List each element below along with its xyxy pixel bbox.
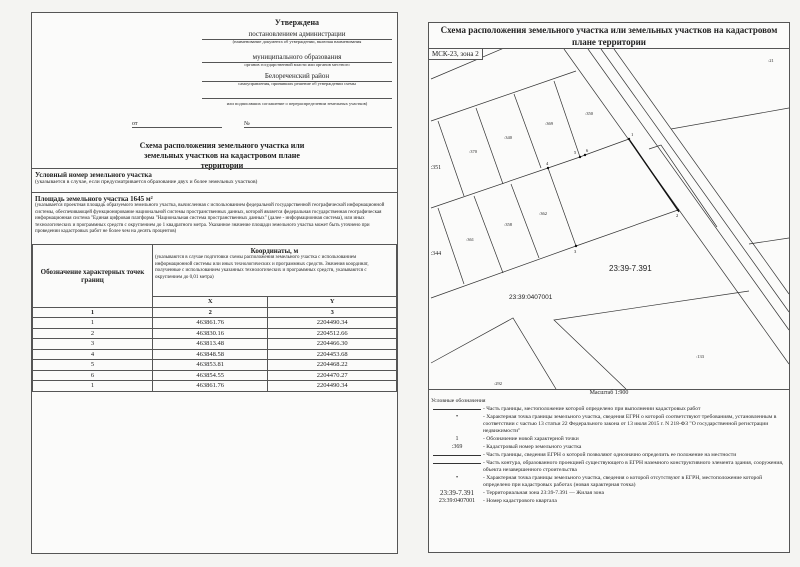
approval-note-1: (наименование документа об утверждении, включая наименования (232, 39, 362, 44)
cadastral-map (429, 49, 789, 389)
table-cell: 463830.16 (153, 328, 268, 339)
parcel-label: :133 (696, 354, 705, 359)
table-row (33, 360, 397, 371)
legend-text: - Кадастровый номер земельного участка (483, 444, 582, 450)
table-cell: 463854.55 (153, 370, 268, 381)
conditional-number-label: Условный номер земельного участка (35, 171, 152, 179)
map-scale: Масштаб 1:900 (429, 389, 789, 396)
table-cell: 463848.58 (153, 349, 268, 360)
table-cell: 1 (33, 381, 153, 392)
table-cell: 2204466.30 (268, 339, 397, 350)
boundary-point-marker (584, 154, 586, 156)
legend-item (431, 460, 787, 474)
table-row (33, 339, 397, 350)
parcel-label: :361 (466, 237, 475, 242)
table-cell: 2204468.22 (268, 360, 397, 371)
table-cell: 2204470.27 (268, 370, 397, 381)
legend-item (431, 475, 787, 489)
table-cell: 2204512.66 (268, 328, 397, 339)
scheme-title: Схема расположения земельного участка или земельных участков на кадастровом плане территории (429, 23, 789, 49)
approved-heading: Утверждена (274, 18, 320, 27)
line-symbol (431, 460, 483, 474)
table-cell: 463861.76 (153, 318, 268, 329)
approval-line-1: постановлением администрации (202, 29, 392, 40)
parcel-label: :21 (768, 58, 774, 63)
parcel-label: :362 (539, 211, 548, 216)
table-cell: 4 (33, 349, 153, 360)
approval-line-2: муниципального образования (202, 52, 392, 63)
legend-text: - Часть границы, местоположение которой определено при выполнении кадастровых работ (483, 406, 701, 412)
new-boundary (629, 139, 679, 212)
conditional-number-row (32, 168, 397, 192)
parcel-label: :292 (494, 381, 503, 386)
zone-label: 23:39-7.391 (609, 264, 652, 273)
parcel-label: :340 (504, 135, 513, 140)
road-lines (564, 49, 789, 364)
parcel-label: :350 (585, 111, 594, 116)
boundary-point-label: 4 (546, 161, 549, 166)
legend-text: - Характерная точка границы земельного участка, сведения ЕГРН о которой соответствуют требованиям, установленным в соответствии с частью 13 статьи 22 Федерального закона от 13 июля 2015 г. N 218-ФЗ "О государственной регистрации недвижимости" (483, 414, 777, 434)
col-number: 1 (33, 307, 153, 318)
boundary-point-marker (575, 245, 577, 247)
conditional-number-note: (указывается в случае, если предусматривается образование двух и более земельных участков) (35, 179, 258, 185)
col-number: 3 (268, 307, 397, 318)
parcel-label: :344 (430, 251, 442, 257)
legend-text: - Обозначение новой характерной точки (483, 436, 579, 442)
boundary-point-marker (628, 138, 630, 140)
boundary-point-marker (579, 156, 581, 158)
date-field: от (132, 121, 222, 128)
y-header: Y (268, 297, 397, 308)
table-cell: 2 (33, 328, 153, 339)
table-row (33, 381, 397, 392)
legend-item (431, 444, 787, 451)
legend-symbol: • (455, 414, 459, 420)
legend-text: - Территориальная зона 23:39-7.391 — Жилая зона (483, 490, 604, 496)
boundary-point-label: 1 (631, 132, 634, 137)
legend-text: - Номер кадастрового квартала (483, 498, 557, 504)
legend-item (431, 414, 787, 435)
legend-symbol: 23:39-7.391 (439, 489, 475, 497)
approval-line-4 (202, 89, 392, 99)
coords-note: (указываются в случае подготовки схемы расположения земельного участка с использованием информационной системы или иных технологических и программных средств. Значения координат, полученные с использованием указанных технологических и программных средств, указываются с округлением до 0,01 метра) (155, 255, 369, 280)
table-row (33, 370, 397, 381)
crs-label: МСК-23, зона 2 (429, 49, 483, 60)
legend-item (431, 452, 787, 459)
quarter-label: 23:39:0407001 (509, 294, 553, 301)
approval-line-3: Белореченский район (202, 71, 392, 82)
boundary-point-label: 6 (586, 148, 589, 153)
legend-item (431, 490, 787, 497)
table-cell: 3 (33, 339, 153, 350)
coords-header (153, 245, 397, 297)
legend-item (431, 436, 787, 443)
table-cell: 463861.76 (153, 381, 268, 392)
line-symbol (431, 452, 483, 459)
parcel-label: :351 (430, 165, 442, 171)
col-number: 2 (153, 307, 268, 318)
table-cell: 463813.48 (153, 339, 268, 350)
table-cell: 6 (33, 370, 153, 381)
table-cell: 5 (33, 360, 153, 371)
approval-note-2: органов государственной власти или органов местного (244, 62, 350, 67)
line-symbol (431, 406, 483, 413)
parcel-label: :358 (504, 222, 513, 227)
legend-text: - Характерная точка границы земельного участка, сведения о которой отсутствуют в ЕГРН, местоположение которой определено при кадастровых работах (новая характерная точка) (483, 475, 763, 488)
coords-title: Координаты, м (250, 247, 299, 255)
legend (431, 398, 787, 505)
boundary-point-label: 2 (676, 213, 679, 218)
table-cell: 2204453.68 (268, 349, 397, 360)
area-label: Площадь земельного участка 1645 м² (35, 195, 153, 203)
points-header: Обозначение характерных точек границ (33, 245, 153, 308)
scheme-page (428, 22, 790, 553)
legend-item (431, 498, 787, 505)
table-cell: 2204490.34 (268, 381, 397, 392)
legend-text: - Часть контура, образованного проекцией существующего в ЕГРН наземного конструктивного элемента здания, сооружения, объекта незавершенного строительства (483, 460, 784, 473)
document-title: Схема расположения земельного участка или земельных участков на кадастровом плане территории (139, 141, 305, 170)
area-note: (указывается проектная площадь образуемого земельного участка, вычисленная с использованием федеральной государственной географической информационной системы, обеспечивающей функционирование национальной системы пространственных данных, которой является федеральная государственная географическая информационная система "Единая цифровая платформа "Национальная система пространственных данных" (далее - информационная система), или иных технологических и программных средств с округлением до 1 квадратного метра. Указанное значение площади земельного участка может быть уточнено при проведении кадастровых работ не более чем на десять процентов) (35, 203, 385, 234)
table-cell: 1 (33, 318, 153, 329)
table-row (33, 328, 397, 339)
parcel-label: :370 (469, 149, 478, 154)
approval-note-4: или подписавших соглашение о перераспределении земельных участков) (226, 101, 368, 106)
table-row (33, 349, 397, 360)
parcel-label: :369 (545, 121, 554, 126)
legend-symbol: :369 (451, 444, 463, 450)
coordinates-table (32, 244, 397, 541)
legend-symbol: 1 (455, 436, 459, 442)
area-row (32, 192, 397, 244)
number-field: № (244, 121, 392, 128)
boundary-point-label: 5 (574, 150, 577, 155)
boundary-point-marker (547, 167, 549, 169)
x-header: X (153, 297, 268, 308)
empty-row (33, 391, 397, 541)
legend-text: - Часть границы, сведения ЕГРН о которой позволяют однозначно определить ее положение на местности (483, 452, 737, 458)
table-cell: 2204490.34 (268, 318, 397, 329)
legend-item (431, 406, 787, 413)
legend-symbol: • (455, 475, 459, 481)
table-cell: 463853.81 (153, 360, 268, 371)
boundary-point-marker (677, 209, 679, 211)
boundary-point-label: 3 (574, 249, 577, 254)
legend-title: Условные обозначения (431, 398, 486, 404)
table-row (33, 318, 397, 329)
legend-symbol: 23:39:0407001 (438, 498, 476, 504)
approval-note-3: самоуправления, принявших решение об утверждении схемы (238, 81, 356, 86)
approval-document-page (31, 12, 398, 554)
